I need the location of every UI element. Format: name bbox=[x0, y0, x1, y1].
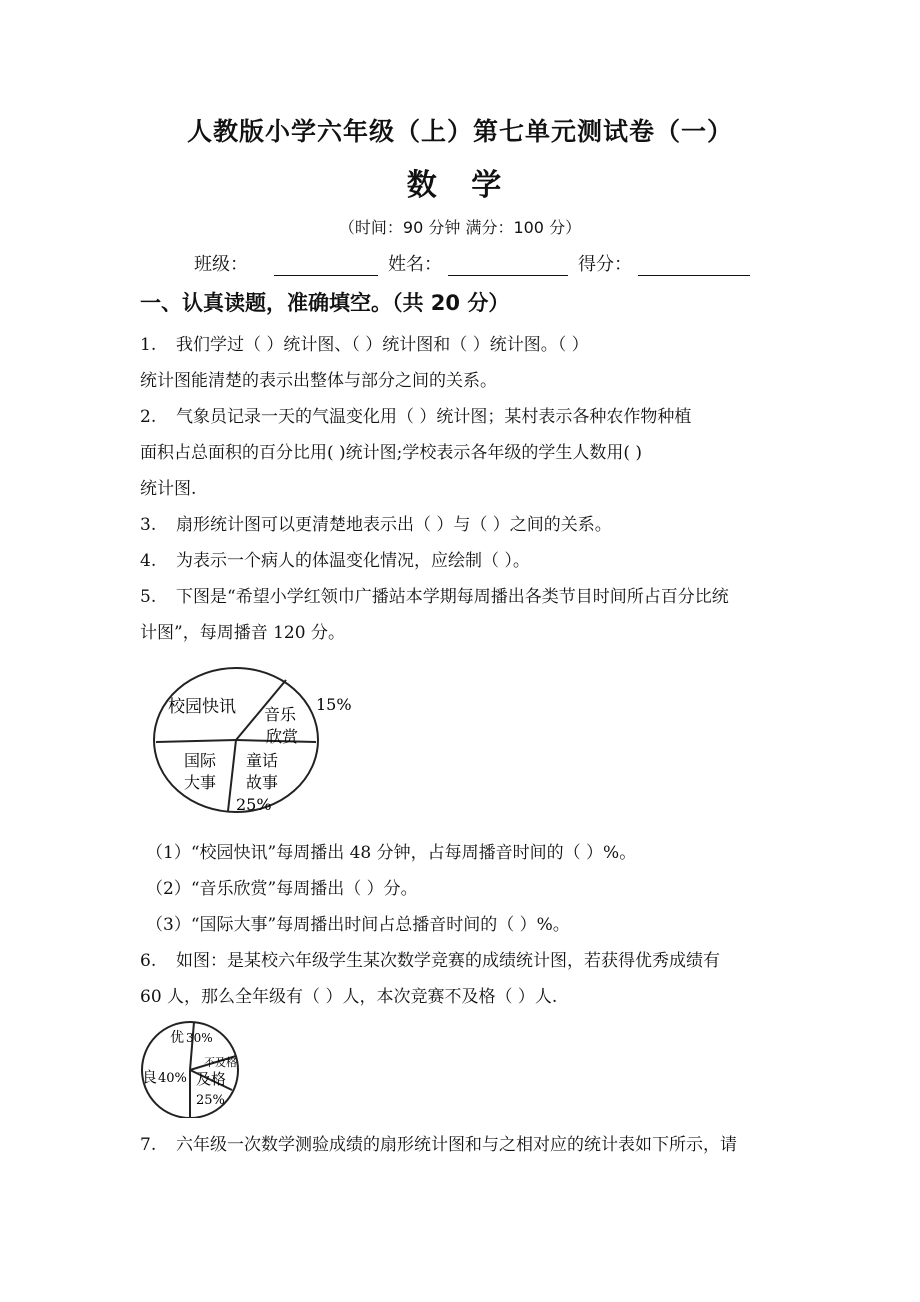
slice-label: 良 bbox=[142, 1068, 158, 1086]
name-blank[interactable] bbox=[448, 255, 568, 276]
question-5-sub-2: （2）“音乐欣赏”每周播出（ ）分。 bbox=[146, 879, 418, 899]
slice-value-label: 25% bbox=[196, 1093, 225, 1108]
question-text: 气象员记录一天的气温变化用（ ）统计图；某村表示各种农作物种植 bbox=[176, 407, 692, 427]
question-text: 我们学过（ ）统计图、（ ）统计图和（ ）统计图。（ ） bbox=[176, 335, 589, 355]
slice-label: 音乐 bbox=[264, 705, 297, 724]
slice-label: 欣赏 bbox=[266, 727, 299, 746]
section-heading: 一、认真读题，准确填空。（共 20 分） bbox=[140, 291, 510, 315]
question-3-line-1 bbox=[140, 510, 612, 535]
question-1-line-1 bbox=[140, 330, 589, 355]
question-5-line-1 bbox=[140, 582, 729, 607]
question-number: 6. bbox=[140, 951, 157, 971]
question-5-sub-3: （3）“国际大事”每周播出时间占总播音时间的（ ）%。 bbox=[146, 915, 570, 935]
question-number: 3. bbox=[140, 515, 157, 535]
page-title: 人教版小学六年级（上）第七单元测试卷（一） bbox=[186, 117, 733, 146]
question-2-line-1 bbox=[140, 402, 691, 427]
question-text: 如图：是某校六年级学生某次数学竞赛的成绩统计图，若获得优秀成绩有 bbox=[176, 951, 720, 971]
name-label: 姓名： bbox=[388, 254, 442, 275]
slice-divider bbox=[190, 1022, 194, 1070]
slice-label: 故事 bbox=[246, 773, 279, 792]
question-number: 2. bbox=[140, 407, 157, 427]
score-blank[interactable] bbox=[638, 255, 750, 276]
question-number: 5. bbox=[140, 587, 157, 607]
broadcast-pie-chart bbox=[146, 654, 376, 824]
slice-label: 国际 bbox=[184, 751, 217, 770]
slice-value-label: 15% bbox=[316, 695, 352, 714]
student-info-fields bbox=[194, 250, 760, 276]
slice-label: 童话 bbox=[246, 751, 279, 770]
subject-title: 数 学 bbox=[406, 168, 514, 203]
question-text: 为表示一个病人的体温变化情况，应绘制（ ）。 bbox=[176, 551, 530, 571]
slice-label: 不及格 bbox=[204, 1056, 237, 1069]
question-2-line-3: 统计图. bbox=[140, 479, 197, 499]
slice-label: 及格 bbox=[196, 1070, 227, 1088]
time-info: （时间：90 分钟 满分：100 分） bbox=[338, 218, 582, 237]
question-5-sub-1: （1）“校园快讯”每周播出 48 分钟，占每周播音时间的（ ）%。 bbox=[146, 843, 637, 863]
question-number: 7. bbox=[140, 1135, 157, 1155]
question-text: 扇形统计图可以更清楚地表示出（ ）与（ ）之间的关系。 bbox=[176, 515, 612, 535]
slice-label: 优 bbox=[170, 1030, 184, 1046]
question-2-line-2: 面积占总面积的百分比用( )统计图;学校表示各年级的学生人数用( ) bbox=[140, 443, 643, 463]
class-label: 班级： bbox=[194, 254, 248, 275]
question-7-line-1 bbox=[140, 1130, 737, 1155]
question-6-line-1 bbox=[140, 946, 720, 971]
question-1-line-2: 统计图能清楚的表示出整体与部分之间的关系。 bbox=[140, 371, 497, 391]
slice-divider bbox=[228, 740, 236, 811]
slice-label: 校园快讯 bbox=[168, 697, 236, 717]
slice-value-label: 40% bbox=[158, 1071, 187, 1086]
question-6-line-2: 60 人，那么全年级有（ ）人，本次竞赛不及格（ ）人. bbox=[140, 987, 558, 1007]
question-text: 下图是“希望小学红领巾广播站本学期每周播出各类节目时间所占百分比统 bbox=[176, 587, 729, 607]
question-number: 4. bbox=[140, 551, 157, 571]
question-4-line-1 bbox=[140, 546, 530, 571]
question-5-line-2: 计图”，每周播音 120 分。 bbox=[140, 623, 345, 643]
slice-value-label: 30% bbox=[186, 1031, 213, 1045]
question-text: 六年级一次数学测验成绩的扇形统计图和与之相对应的统计表如下所示，请 bbox=[176, 1135, 737, 1155]
class-blank[interactable] bbox=[274, 255, 378, 276]
slice-label: 大事 bbox=[184, 773, 217, 792]
slice-divider bbox=[156, 740, 236, 742]
grades-pie-chart bbox=[136, 1018, 256, 1118]
question-number: 1. bbox=[140, 335, 157, 355]
score-label: 得分： bbox=[578, 254, 632, 275]
slice-value-label: 25% bbox=[236, 795, 272, 814]
